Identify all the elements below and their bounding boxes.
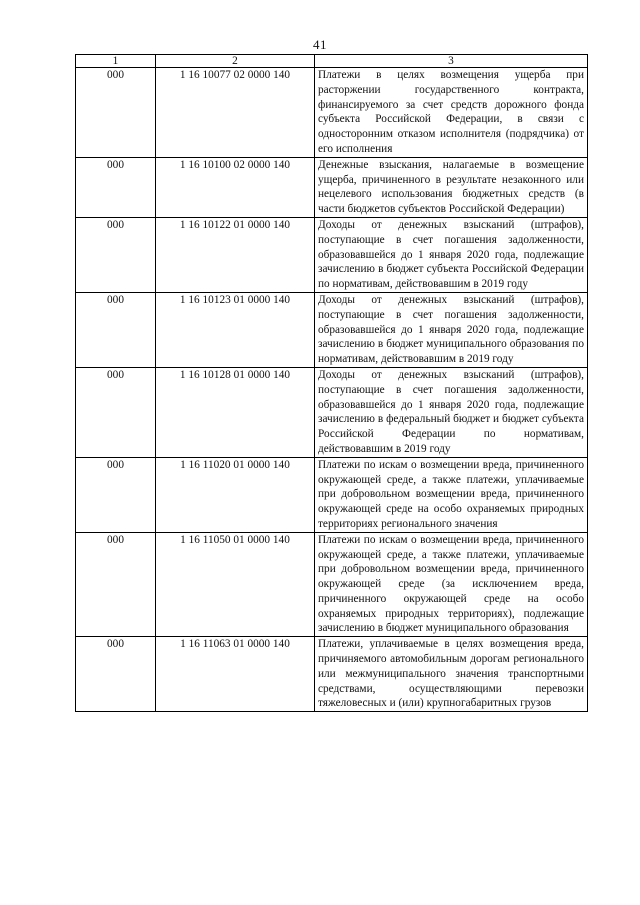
table-row <box>76 637 588 712</box>
description-cell: Платежи по искам о возмещении вреда, причиненного окружающей среде, а также платежи, уплачиваемые при добровольном возмещении вреда, причиненного окружающей среде (за исключением вреда, причиненного окружающей среде на особо охраняемых природных территориях), подлежащие зачислению в бюджет муниципального образования <box>315 532 588 637</box>
description-cell: Платежи в целях возмещения ущерба при расторжении государственного контракта, финансируемого за счет средств дорожного фонда субъекта Российской Федерации, в связи с односторонним отказом исполнителя (подрядчика) от его исполнения <box>315 68 588 158</box>
description-cell: Доходы от денежных взысканий (штрафов), поступающие в счет погашения задолженности, образовавшейся до 1 января 2020 года, подлежащие зачислению в бюджет субъекта Российской Федерации по нормативам, действовавшим в 2019 году <box>315 217 588 292</box>
budget-code-cell: 1 16 10123 01 0000 140 <box>156 292 315 367</box>
admin-code-cell: 000 <box>76 367 156 457</box>
budget-code-cell: 1 16 10128 01 0000 140 <box>156 367 315 457</box>
budget-code-cell: 1 16 11063 01 0000 140 <box>156 637 315 712</box>
table-row <box>76 157 588 217</box>
description-cell: Платежи по искам о возмещении вреда, причиненного окружающей среде, а также платежи, уплачиваемые при добровольном возмещении вреда, причиненного окружающей среде на особо охраняемых природных территориях регионального значения <box>315 457 588 532</box>
table-row <box>76 217 588 292</box>
budget-code-cell: 1 16 10100 02 0000 140 <box>156 157 315 217</box>
page-number: 41 <box>313 37 327 52</box>
budget-code-cell: 1 16 10122 01 0000 140 <box>156 217 315 292</box>
admin-code-cell: 000 <box>76 292 156 367</box>
admin-code-cell: 000 <box>76 217 156 292</box>
admin-code-cell: 000 <box>76 157 156 217</box>
column-header-2: 2 <box>156 55 315 68</box>
description-cell: Денежные взыскания, налагаемые в возмещение ущерба, причиненного в результате незаконного или нецелевого использования бюджетных средств (в части бюджетов субъектов Российской Федерации) <box>315 157 588 217</box>
table-row <box>76 292 588 367</box>
admin-code-cell: 000 <box>76 457 156 532</box>
admin-code-cell: 000 <box>76 68 156 158</box>
column-header-1: 1 <box>76 55 156 68</box>
revenue-codes-table <box>75 54 588 712</box>
admin-code-cell: 000 <box>76 532 156 637</box>
budget-code-cell: 1 16 10077 02 0000 140 <box>156 68 315 158</box>
description-cell: Платежи, уплачиваемые в целях возмещения вреда, причиняемого автомобильным дорогам регионального или межмуниципального значения транспортными средствами, осуществляющими перевозки тяжеловесных и (или) крупногабаритных грузов <box>315 637 588 712</box>
budget-code-cell: 1 16 11050 01 0000 140 <box>156 532 315 637</box>
admin-code-cell: 000 <box>76 637 156 712</box>
description-cell: Доходы от денежных взысканий (штрафов), поступающие в счет погашения задолженности, образовавшейся до 1 января 2020 года, подлежащие зачислению в бюджет муниципального образования по нормативам, действовавшим в 2019 году <box>315 292 588 367</box>
table-row <box>76 367 588 457</box>
table-header-row <box>76 55 588 68</box>
description-cell: Доходы от денежных взысканий (штрафов), поступающие в счет погашения задолженности, образовавшейся до 1 января 2020 года, подлежащие зачислению в федеральный бюджет и бюджет субъекта Российской Федерации по нормативам, действовавшим в 2019 году <box>315 367 588 457</box>
table-row <box>76 457 588 532</box>
table-row <box>76 68 588 158</box>
table-row <box>76 532 588 637</box>
column-header-3: 3 <box>315 55 588 68</box>
budget-code-cell: 1 16 11020 01 0000 140 <box>156 457 315 532</box>
